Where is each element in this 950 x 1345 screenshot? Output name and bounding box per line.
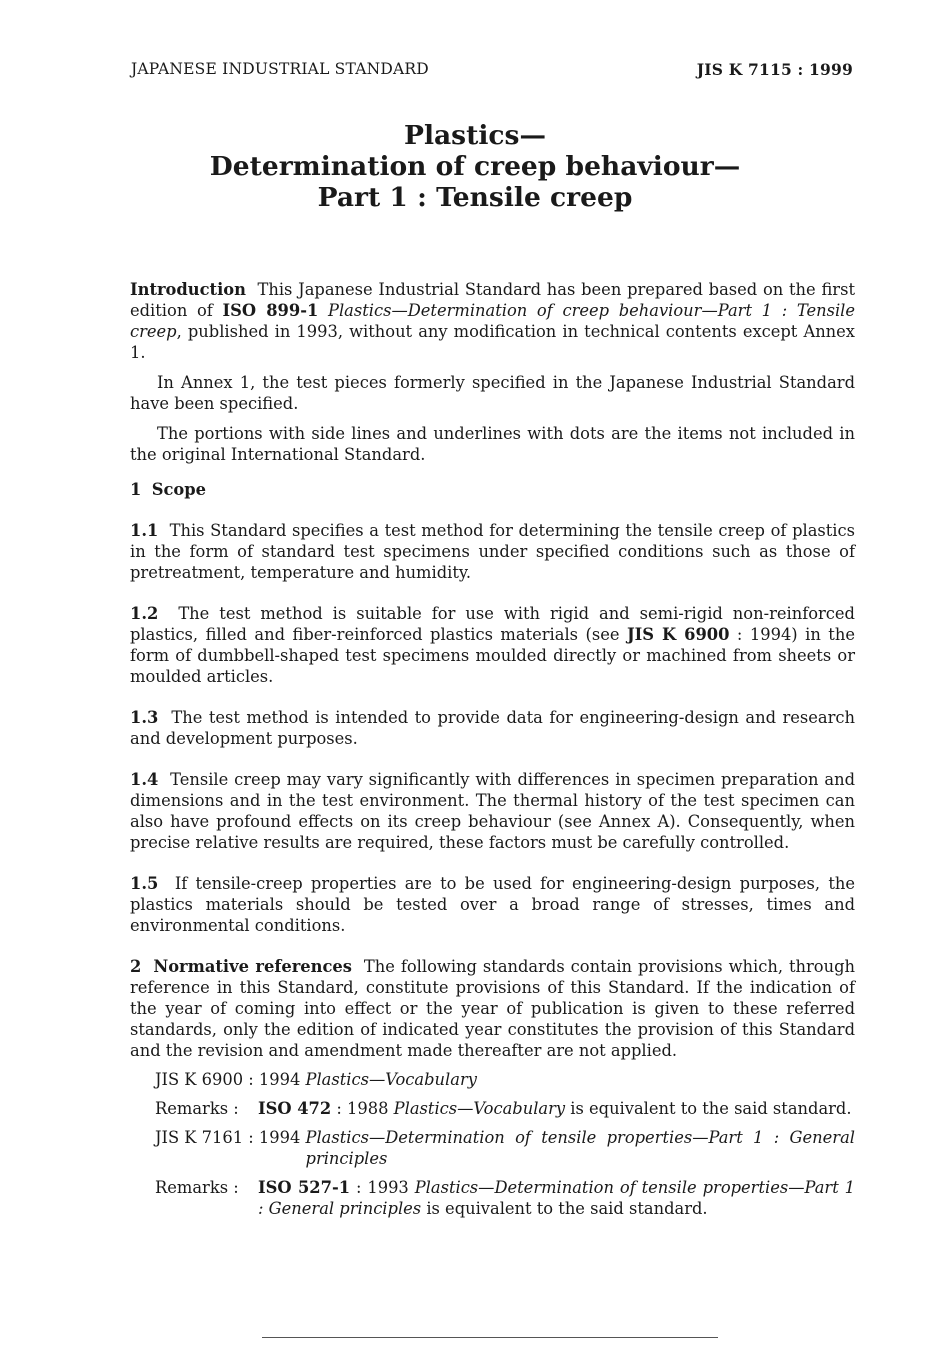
remarks-body [258,1098,855,1119]
introduction-paragraph-2: In Annex 1, the test pieces formerly specified in the Japanese Industrial Standard have been specified. [130,373,855,413]
reference-jis-k-6900 [155,1069,855,1090]
clause-text: If tensile-creep properties are to be used for engineering-design purposes, the plastics materials should be tested over a broad range of stresses, times and environmental conditions. [130,874,855,935]
document-body [130,279,855,1219]
iso-527-1-ref: ISO 527-1 [258,1178,351,1197]
title-line-2: Determination of creep behaviour— [209,151,741,182]
clause-text: The test method is intended to provide data for engineering-design and research and development purposes. [130,708,855,748]
remarks-label: Remarks : [155,1178,239,1197]
title-line-1: Plastics— [404,120,546,151]
introduction-text: This Japanese Industrial Standard has been prepared based on the first edition of [130,280,855,320]
normative-heading-number: 2 [130,957,142,976]
remarks-year: : 1993 [350,1178,415,1197]
scope-item-1-1 [130,520,855,583]
header-standard-number: JIS K 7115 : 1999 [696,60,853,79]
normative-text: The following standards contain provisions which, through reference in this Standard, constitute provisions of this Standard. If the indication of the year of coming into effect or the year of publication is given to these referred standards, only the edition of indicated year constitutes the provision of this Standard and the revision and amendment made thereafter are not applied. [130,957,855,1060]
remarks-iso-527-1 [155,1177,855,1219]
reference-title: Plastics—Vocabulary [305,1070,477,1089]
remarks-body [258,1177,855,1219]
normative-references-paragraph [130,956,855,1061]
reference-list [130,1069,855,1219]
introduction-text-end: , published in 1993, without any modification in technical contents except Annex 1. [130,322,855,362]
clause-text-end: : 1994) in the form of dumbbell-shaped test specimens moulded directly or machined from sheets or moulded articles. [130,625,855,686]
remarks-label: Remarks : [155,1099,239,1118]
remarks-text: is equivalent to the said standard. [565,1099,852,1118]
clause-number: 1.1 [130,521,159,540]
clause-number: 1.2 [130,604,159,623]
remarks-title: Plastics—Determination of tensile properties—Part 1 : General principles [258,1178,856,1218]
clause-number: 1.3 [130,708,159,727]
header-organization: JAPANESE INDUSTRIAL STANDARD [131,60,429,78]
clause-text: This Standard specifies a test method for determining the tensile creep of plastics in the form of standard test specimens under specified conditions such as those of pretreatment, temperature and humidity. [130,521,855,582]
clause-text: The test method is suitable for use with rigid and semi-rigid non-reinforced plastics, filled and fiber-reinforced plastics materials (see [130,604,855,644]
scope-item-1-4 [130,769,855,853]
document-title [0,120,950,213]
remarks-iso-472 [155,1098,855,1119]
page-header [131,60,853,79]
title-line-3: Part 1 : Tensile creep [317,182,633,213]
jis-k-6900-ref: JIS K 6900 [626,625,730,644]
reference-jis-k-7161 [155,1127,855,1169]
scope-heading-text: Scope [151,480,206,499]
normative-heading-text: Normative references [153,957,352,976]
reference-title: Plastics—Determination of tensile properties—Part 1 : General principles [305,1128,855,1168]
iso-899-1-ref: ISO 899-1 [222,301,319,320]
introduction-paragraph-1 [130,279,855,363]
scope-item-1-5 [130,873,855,936]
remarks-year: : 1988 [331,1099,394,1118]
iso-899-1-title: Plastics—Determination of creep behaviour—Part 1 : Tensile creep [130,301,855,341]
scope-item-1-3 [130,707,855,749]
clause-number: 1.5 [130,874,159,893]
reference-code: JIS K 7161 : 1994 [155,1128,306,1147]
introduction-paragraph-3: The portions with side lines and underlines with dots are the items not included in the original International Standard. [130,424,855,464]
clause-text: Tensile creep may vary significantly with differences in specimen preparation and dimensions and in the test environment. The thermal history of the test specimen can also have profound effects on its creep behaviour (see Annex A). Consequently, when precise relative results are required, these factors must be carefully controlled. [130,770,855,852]
remarks-text: is equivalent to the said standard. [421,1199,708,1218]
iso-472-ref: ISO 472 [258,1099,332,1118]
footnote-divider [262,1337,718,1338]
scope-heading [130,479,855,500]
scope-heading-number: 1 [130,480,142,499]
introduction-heading: Introduction [130,280,246,299]
scope-item-1-2 [130,603,855,687]
remarks-title: Plastics—Vocabulary [393,1099,566,1118]
clause-number: 1.4 [130,770,159,789]
reference-code: JIS K 6900 : 1994 [155,1070,306,1089]
